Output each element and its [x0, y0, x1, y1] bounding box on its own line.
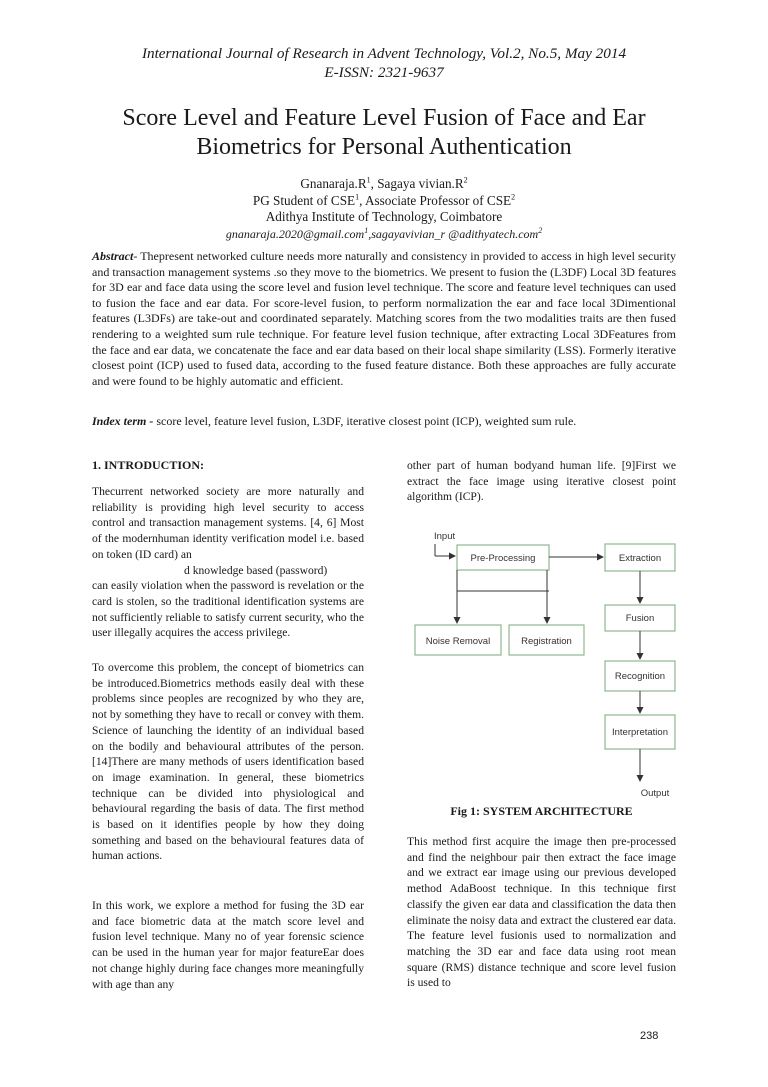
node-extraction — [605, 544, 675, 571]
role-1-sup: 1 — [355, 192, 360, 202]
input-label: Input — [434, 531, 456, 542]
role-1: PG Student of CSE — [252, 192, 356, 208]
node-noise-removal — [415, 625, 501, 655]
node-registration — [509, 625, 584, 655]
author-1: Gnanaraja.R — [300, 176, 367, 191]
system-architecture-diagram — [407, 523, 676, 803]
intro-heading: 1. INTRODUCTION: — [92, 458, 205, 472]
author-2: Sagaya vivian.R — [377, 176, 464, 191]
email-1: gnanaraja.2020@gmail.com — [225, 226, 365, 241]
col2-paragraph-1: other part of human bodyand human life. [9]First we extract the face image using iterative closest point algorithm (ICP). — [407, 459, 676, 504]
index-text: score level, feature level fusion, L3DF, iterative closest point (ICP), weighted sum rule. — [153, 414, 577, 428]
journal-issn: E-ISSN: 2321-9637 — [324, 64, 444, 81]
email-2-sup: 2 — [538, 225, 543, 235]
author-sep: , — [370, 176, 378, 191]
intro-paragraph-1 — [92, 484, 364, 641]
page-number: 238 — [640, 1030, 659, 1042]
abstract — [92, 249, 676, 389]
output-label: Output — [640, 788, 670, 799]
node-preprocessing-label: Pre-Processing — [470, 553, 536, 564]
intro-p1b: d knowledge based (password) — [184, 563, 328, 577]
index-terms — [92, 414, 676, 430]
abstract-label: Abstract — [92, 249, 134, 263]
figure-caption: Fig 1: SYSTEM ARCHITECTURE — [450, 804, 633, 818]
role-sep: , — [359, 192, 365, 208]
col2-paragraph-2: This method first acquire the image then pre-processed and find the neighbour pair then extract the face image and we extract ear image using our previous developed method AdaBoost technique. In this technique first classify the given ear data and classification the data then eliminate the noisy data and extract the clustered ear data. The feature level fusionis used to normalization and matching the 3D ear and face data using root mean square (RMS) distance technique and score level fusion is used to — [407, 835, 676, 990]
author-roles — [0, 193, 768, 210]
node-interpretation — [605, 715, 675, 749]
journal-header — [0, 44, 768, 82]
journal-title: International Journal of Research in Advent Technology, Vol.2, No.5, May 2014 — [141, 45, 627, 62]
intro-p1c: can easily violation when the password is revelation or the card is stolen, so the traditional identification systems are not sufficiently reliable to satisfy current security, who the user illegally acquires the access privilege. — [92, 579, 364, 640]
node-fusion-label: Fusion — [625, 613, 655, 624]
title-line-1: Score Level and Feature Level Fusion of Face and Ear — [122, 105, 646, 131]
node-preprocessing — [457, 545, 549, 570]
node-noise-removal-label: Noise Removal — [425, 636, 491, 647]
node-registration-label: Registration — [521, 636, 572, 647]
abstract-text: - Thepresent networked culture needs more naturally and consistency in provided to access in high level security and transaction management systems .so they move to the biometrics. We present to fusion the (L3DF) Local 3D features for 3D ear and face data using the score level and fusion level technique. The score and feature level techniques can used to fusion the face and ear data. For score-level fusion, to perform normalization the ear and face local 3Dimentional features (L3DFs) are take-out and coordinated separately. Matching scores from the two modalities traits are then fused rendering to a weighted sum rule technique. For feature level fusion technique, after extracting Local 3DFeatures from the face and ear data, we concatenate the face and ear data based on their local shape similarity (LSS). Formerly iterative closest point (ICP) used to fused data, according to the fused feature distance. Both these approaches are fully accurate and were found to be highly automatic and efficient. — [92, 249, 676, 388]
index-label: Index term - — [92, 414, 154, 428]
author-institute: Adithya Institute of Technology, Coimbatore — [265, 209, 503, 224]
author-2-sup: 2 — [463, 175, 468, 185]
intro-paragraph-3: In this work, we explore a method for fusing the 3D ear and face biometric data at the match score level and fusion level technique. Many no of year forensic science can be used in the human year for major featureEar does not change highly during face changes more meaningfully with age than any — [92, 899, 364, 991]
role-2-sup: 2 — [511, 192, 516, 202]
intro-p1a: Thecurrent networked society are more naturally and reliability is providing high level security to access control and transaction management systems. [4, 6] Most of the modernhuman identity verification model i.e. based on token (ID card) an — [92, 485, 364, 561]
author-emails — [0, 226, 768, 243]
email-1-sup: 1 — [364, 225, 369, 235]
email-2: ,sagayavivian_r @adithyatech.com — [368, 226, 539, 241]
node-fusion — [605, 605, 675, 631]
paper-title — [60, 104, 708, 162]
title-line-2: Biometrics for Personal Authentication — [196, 134, 572, 160]
node-recognition — [605, 661, 675, 691]
author-block — [0, 176, 768, 242]
node-extraction-label: Extraction — [618, 553, 662, 564]
intro-paragraph-2: To overcome this problem, the concept of biometrics can be introduced.Biometrics methods easily deal with these problems since peoples are recognized by who they are, not by something they have to recall or convey with them. Science of launching the identity of an individual based on the bodily and behavioural attributes of the person.[14]There are many methods of users identification based on image examination. In general, these biometrics technique can be divided into physiological and behavioural regarding the basis of data. The first method is based on it identifies people by how they doing something and based on the behavioural features data of human actions. — [92, 661, 364, 863]
author-1-sup: 1 — [366, 175, 371, 185]
author-names — [0, 176, 768, 193]
node-recognition-label: Recognition — [614, 671, 666, 682]
role-2: Associate Professor of CSE — [364, 192, 512, 208]
node-interpretation-label: Interpretation — [612, 727, 668, 738]
